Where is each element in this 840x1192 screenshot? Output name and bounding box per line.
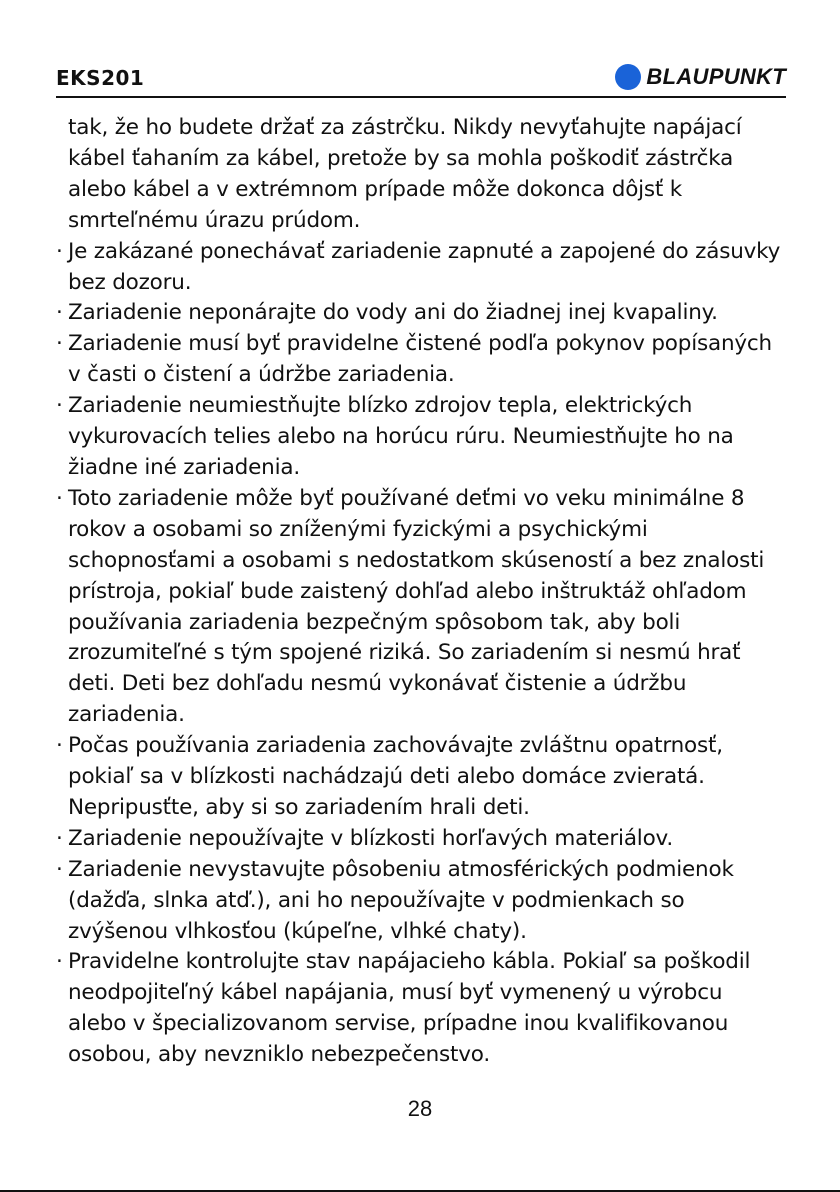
continuation-paragraph: tak, že ho budete držať za zástrčku. Nikdy nevyťahujte napájací kábel ťahaním za kábel, pretože by sa mohla poškodiť zástrčka alebo kábel a v extrémnom prípade môže dokonca dôjsť k smrteľnému úrazu prúdom. — [68, 115, 742, 233]
bullet-icon: · — [56, 393, 63, 419]
bullet-icon: · — [56, 485, 63, 511]
safety-item-text: Toto zariadenie môže byť používané deťmi vo veku minimálne 8 rokov a osobami so zníženými fyzickými a psychickými schopnosťami a osobami s nedostatkom skúseností a bez znalosti prístroja, pokiaľ bude zaistený dohľad alebo inštruktáž ohľadom používania zariadenia bezpečným spôsobom tak, aby boli zrozumiteľné s tým spojené riziká. So zariadením si nesmú hrať deti. Deti bez dohľadu nesmú vykonávať čistenie a údržbu zariadenia. — [68, 485, 765, 728]
safety-item — [56, 947, 786, 1071]
safety-item — [56, 391, 786, 484]
safety-item-text: Počas používania zariadenia zachovávajte zvláštnu opatrnosť, pokiaľ sa v blízkosti nachádzajú deti alebo domáce zvieratá. Nepripusťte, aby si so zariadením hrali deti. — [68, 733, 723, 820]
bullet-icon: · — [56, 300, 63, 326]
safety-item — [56, 298, 786, 329]
manual-text — [56, 113, 786, 1071]
brand-name: BLAUPUNKT — [646, 64, 786, 89]
bullet-icon: · — [56, 856, 63, 882]
brand-dot-icon — [615, 64, 641, 90]
brand-logo — [615, 64, 786, 90]
bullet-icon: · — [56, 331, 63, 357]
model-number: EKS201 — [56, 66, 145, 90]
safety-item — [56, 824, 786, 855]
bullet-icon: · — [56, 733, 63, 759]
safety-item-text: Zariadenie nevystavujte pôsobeniu atmosférických podmienok (dažďa, slnka atď.), ani ho nepoužívajte v podmienkach so zvýšenou vlhkosťou (kúpeľne, vlhké chaty). — [68, 856, 734, 944]
safety-item-text: Pravidelne kontrolujte stav napájacieho kábla. Pokiaľ sa poškodil neodpojiteľný kábel napájania, musí byť vymenený u výrobcu alebo v špecializovanom servise, prípadne inou kvalifikovanou osobou, aby nevzniklo nebezpečenstvo. — [68, 949, 751, 1068]
safety-item-text: Je zakázané ponechávať zariadenie zapnuté a zapojené do zásuvky bez dozoru. — [68, 238, 781, 295]
safety-item-text: Zariadenie nepoužívajte v blízkosti horľavých materiálov. — [68, 825, 674, 851]
safety-item-text: Zariadenie neponárajte do vody ani do žiadnej inej kvapaliny. — [68, 300, 718, 326]
page-number: 28 — [407, 1096, 433, 1121]
safety-item — [56, 329, 786, 391]
safety-item — [56, 484, 786, 731]
bullet-icon: · — [56, 238, 63, 264]
safety-item — [56, 731, 786, 824]
bullet-icon: · — [56, 949, 63, 975]
safety-item — [56, 237, 786, 299]
bullet-icon: · — [56, 825, 63, 851]
safety-item — [56, 855, 786, 948]
page-header — [56, 64, 786, 98]
safety-item-text: Zariadenie neumiestňujte blízko zdrojov tepla, elektrických vykurovacích telies alebo na horúcu rúru. Neumiestňujte ho na žiadne iné zariadenia. — [68, 393, 734, 480]
safety-item-text: Zariadenie musí byť pravidelne čistené podľa pokynov popísaných v časti o čistení a údržbe zariadenia. — [68, 331, 772, 388]
